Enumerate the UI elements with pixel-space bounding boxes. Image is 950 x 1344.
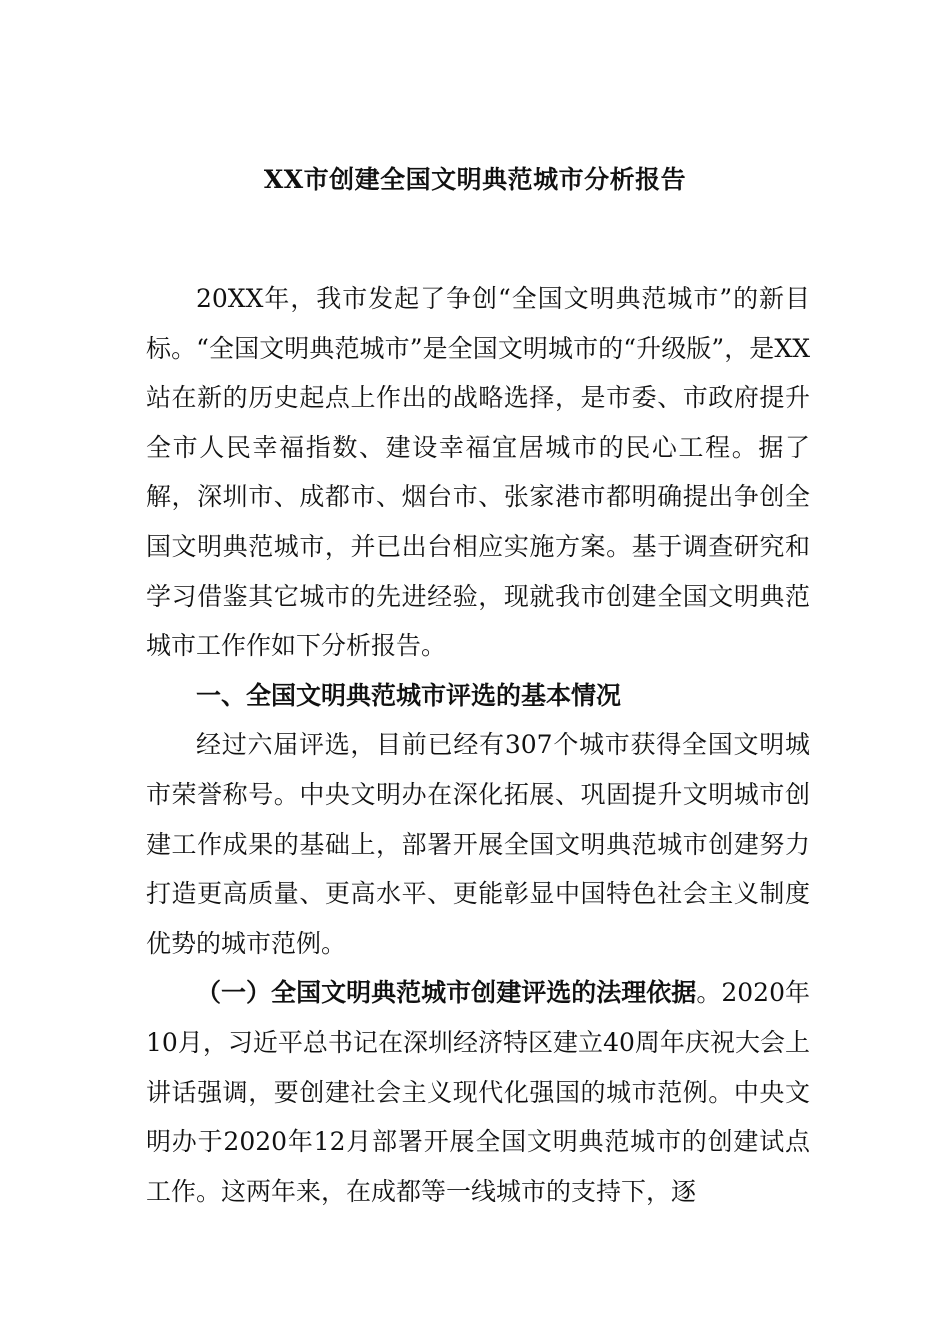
subsection-1-text: 。2020年10月，习近平总书记在深圳经济特区建立40周年庆祝大会上讲话强调，要创建社会主义现代化强国的城市范例。中央文明办于2020年12月部署开展全国文明典范城市的创建试点工作。这两年来，在成都等一线城市的支持下，逐 [146,978,810,1206]
document-title: XX市创建全国文明典范城市分析报告 [263,165,687,194]
subsection-1-paragraph [146,968,810,1216]
section-1-paragraph: 经过六届评选，目前已经有307个城市获得全国文明城市荣誉称号。中央文明办在深化拓展、巩固提升文明城市创建工作成果的基础上，部署开展全国文明典范城市创建努力打造更高质量、更高水平、更能彰显中国特色社会主义制度优势的城市范例。 [146,730,810,958]
intro-paragraph: 20XX年，我市发起了争创“全国文明典范城市”的新目标。“全国文明典范城市”是全国文明城市的“升级版”，是XX站在新的历史起点上作出的战略选择，是市委、市政府提升全市人民幸福指数、建设幸福宜居城市的民心工程。据了解，深圳市、成都市、烟台市、张家港市都明确提出争创全国文明典范城市，并已出台相应实施方案。基于调查研究和学习借鉴其它城市的先进经验，现就我市创建全国文明典范城市工作作如下分析报告。 [146,284,810,661]
subsection-heading-1: （一）全国文明典范城市创建评选的法理依据 [196,978,697,1008]
document-body [146,274,810,1216]
section-heading-1: 一、全国文明典范城市评选的基本情况 [196,680,622,710]
